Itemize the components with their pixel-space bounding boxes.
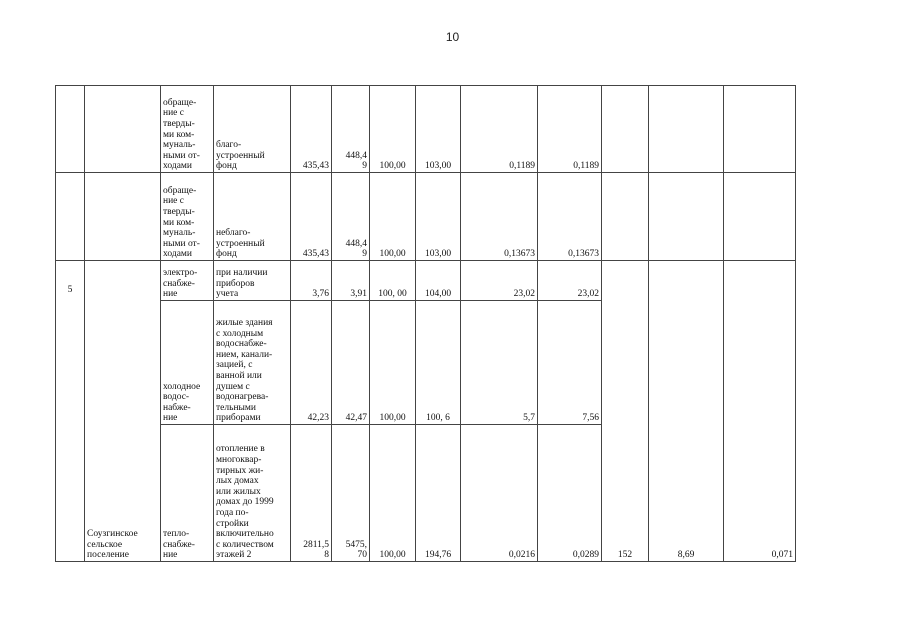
empty-cell bbox=[724, 173, 796, 261]
norm-1-cell: 23,02 bbox=[461, 261, 538, 301]
norm-2-cell: 0,1189 bbox=[538, 86, 602, 173]
tariff-2-cell: 3,91 bbox=[332, 261, 370, 301]
norm-1-cell: 5,7 bbox=[461, 301, 538, 425]
settlement-cell bbox=[85, 173, 161, 261]
service-cell: обраще- ние с тверды- ми ком- муналь- ными от- ходами bbox=[161, 173, 214, 261]
tariff-1-cell: 2811,5 8 bbox=[291, 425, 332, 562]
tariff-2-cell: 448,4 9 bbox=[332, 86, 370, 173]
page-number: 10 bbox=[445, 30, 460, 44]
category-cell: жилые здания с холодным водоснабже- нием, канали- зацией, с ванной или душем с водонагрева- тельными приборами bbox=[214, 301, 291, 425]
empty-cell bbox=[724, 86, 796, 173]
index-1-cell: 100, 00 bbox=[370, 261, 416, 301]
row-number-cell bbox=[56, 261, 85, 562]
service-cell: электро- снабже- ние bbox=[161, 261, 214, 301]
norm-2-cell: 0,13673 bbox=[538, 173, 602, 261]
service-cell: холодное водос- набже- ние bbox=[161, 301, 214, 425]
tariff-1-cell: 42,23 bbox=[291, 301, 332, 425]
service-cell: тепло- снабже- ние bbox=[161, 425, 214, 562]
tariff-1-cell: 435,43 bbox=[291, 173, 332, 261]
norm-2-cell: 23,02 bbox=[538, 261, 602, 301]
tariff-2-cell: 5475, 70 bbox=[332, 425, 370, 562]
index-2-cell: 103,00 bbox=[416, 86, 461, 173]
merged-value-b: 8,69 bbox=[649, 261, 724, 562]
empty-cell bbox=[649, 173, 724, 261]
index-2-cell: 103,00 bbox=[416, 173, 461, 261]
norm-2-cell: 0,0289 bbox=[538, 425, 602, 562]
merged-value-a: 152 bbox=[602, 261, 649, 562]
category-cell: неблаго- устроенный фонд bbox=[214, 173, 291, 261]
category-cell: отопление в многоквар- тирных жи- лых домах или жилых домах до 1999 года по- стройки включительно с количеством этажей 2 bbox=[214, 425, 291, 562]
empty-cell bbox=[602, 173, 649, 261]
row-number-cell bbox=[56, 86, 85, 173]
table-row bbox=[56, 261, 796, 301]
row-number-cell bbox=[56, 173, 85, 261]
tariff-1-cell: 435,43 bbox=[291, 86, 332, 173]
index-2-cell: 194,76 bbox=[416, 425, 461, 562]
tariff-table bbox=[55, 85, 796, 562]
tariff-2-cell: 448,4 9 bbox=[332, 173, 370, 261]
table-row bbox=[56, 173, 796, 261]
norm-1-cell: 0,0216 bbox=[461, 425, 538, 562]
service-cell: обраще- ние с тверды- ми ком- муналь- ными от- ходами bbox=[161, 86, 214, 173]
index-1-cell: 100,00 bbox=[370, 86, 416, 173]
category-cell: при наличии приборов учета bbox=[214, 261, 291, 301]
table-row bbox=[56, 86, 796, 173]
category-cell: благо- устроенный фонд bbox=[214, 86, 291, 173]
norm-2-cell: 7,56 bbox=[538, 301, 602, 425]
index-1-cell: 100,00 bbox=[370, 425, 416, 562]
settlement-cell bbox=[85, 86, 161, 173]
empty-cell bbox=[602, 86, 649, 173]
norm-1-cell: 0,1189 bbox=[461, 86, 538, 173]
tariff-2-cell: 42,47 bbox=[332, 301, 370, 425]
index-1-cell: 100,00 bbox=[370, 173, 416, 261]
empty-cell bbox=[649, 86, 724, 173]
index-1-cell: 100,00 bbox=[370, 301, 416, 425]
settlement-cell: Соузгинское сельское поселение bbox=[85, 261, 161, 562]
norm-1-cell: 0,13673 bbox=[461, 173, 538, 261]
index-2-cell: 104,00 bbox=[416, 261, 461, 301]
row-number: 5 bbox=[67, 285, 73, 295]
index-2-cell: 100, 6 bbox=[416, 301, 461, 425]
merged-value-c: 0,071 bbox=[724, 261, 796, 562]
tariff-1-cell: 3,76 bbox=[291, 261, 332, 301]
